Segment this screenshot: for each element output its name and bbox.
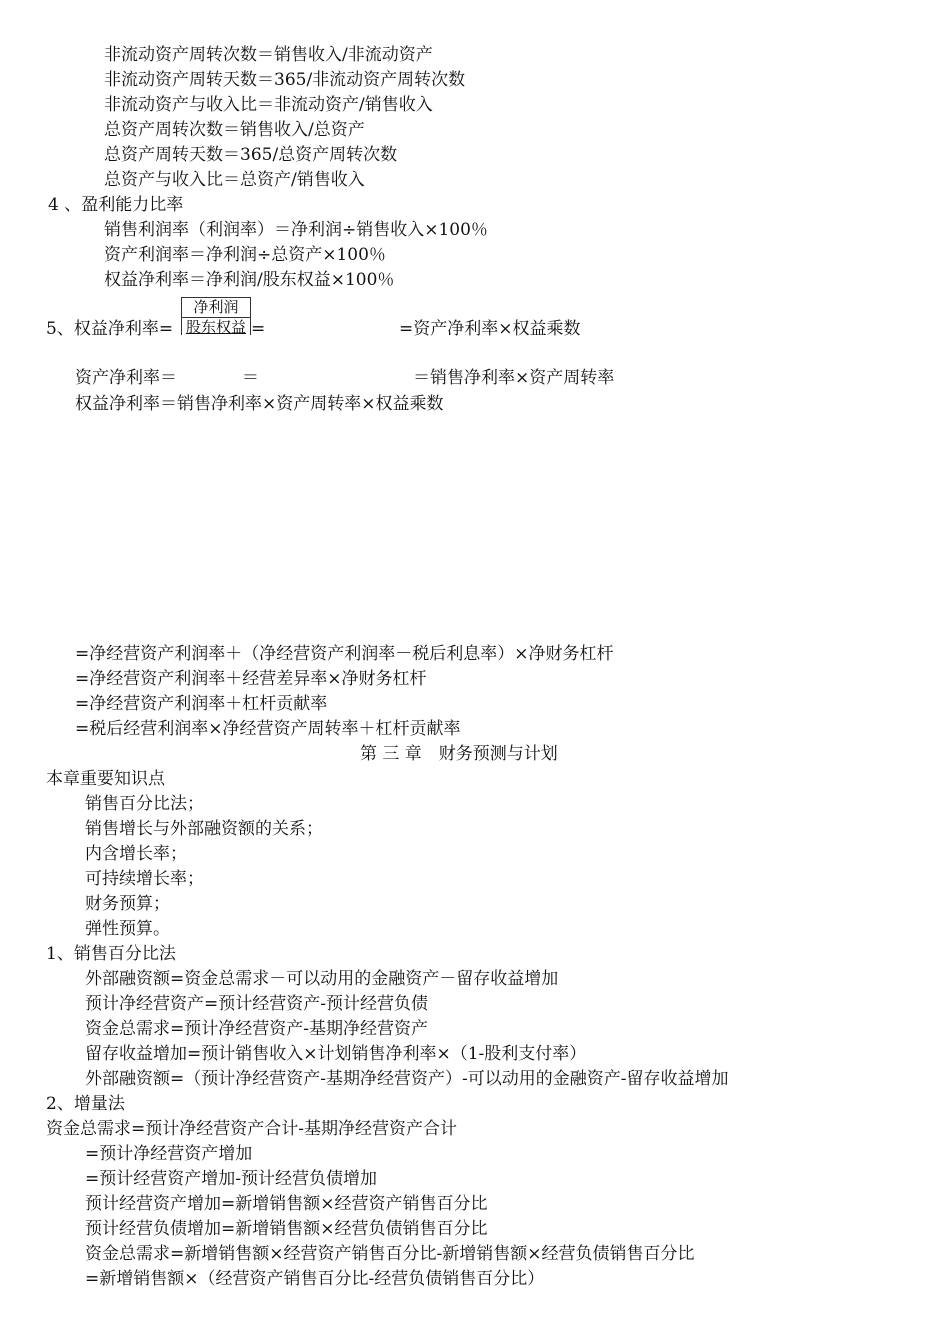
text-line: 非流动资产与收入比＝非流动资产/销售收入 bbox=[104, 95, 433, 115]
text-line: 预计经营资产增加=新增销售额×经营资产销售百分比 bbox=[85, 1194, 488, 1214]
formula-equals: = bbox=[251, 319, 266, 339]
formula-end: =资产净利率×权益乘数 bbox=[399, 319, 581, 339]
text-line: =净经营资产利润率＋（净经营资产利润率－税后利息率）×净财务杠杆 bbox=[75, 644, 614, 664]
text-line: 预计经营负债增加=新增销售额×经营负债销售百分比 bbox=[85, 1219, 488, 1239]
formula-start: 资产净利率＝ bbox=[75, 368, 177, 388]
list-item: 财务预算； bbox=[85, 894, 170, 914]
text-line: 资金总需求=预计净经营资产合计-基期净经营资产合计 bbox=[46, 1119, 457, 1139]
section-heading: 1、销售百分比法 bbox=[46, 944, 176, 964]
formula-start: 5、权益净利率= bbox=[46, 319, 174, 339]
list-item: 弹性预算。 bbox=[85, 919, 170, 939]
text-line: 资金总需求=预计净经营资产-基期净经营资产 bbox=[85, 1019, 428, 1039]
text-line: 本章重要知识点 bbox=[46, 769, 165, 789]
section-heading: 2、增量法 bbox=[46, 1094, 125, 1114]
text-line: 总资产周转次数＝销售收入/总资产 bbox=[104, 120, 365, 140]
list-item: 销售增长与外部融资额的关系； bbox=[85, 819, 323, 839]
text-line: =预计经营资产增加-预计经营负债增加 bbox=[85, 1169, 377, 1189]
text-line: 权益净利率＝销售净利率×资产周转率×权益乘数 bbox=[75, 394, 444, 414]
fraction-numerator: 净利润 bbox=[181, 297, 251, 318]
text-line: 非流动资产周转天数＝365/非流动资产周转次数 bbox=[104, 70, 466, 90]
text-line: 权益净利率＝净利润/股东权益×100％ bbox=[104, 270, 395, 290]
text-line: =新增销售额×（经营资产销售百分比-经营负债销售百分比） bbox=[85, 1269, 545, 1289]
text-line: 预计净经营资产=预计经营资产-预计经营负债 bbox=[85, 994, 428, 1014]
list-item: 可持续增长率； bbox=[85, 869, 204, 889]
section-heading: 4 、盈利能力比率 bbox=[48, 195, 184, 215]
chapter-title: 第 三 章 财务预测与计划 bbox=[360, 744, 558, 764]
text-line: 资产利润率＝净利润÷总资产×100％ bbox=[104, 245, 386, 265]
text-line: 留存收益增加=预计销售收入×计划销售净利率×（1-股利支付率） bbox=[85, 1044, 587, 1064]
formula-equals: ＝ bbox=[242, 368, 259, 388]
text-line: 销售利润率（利润率）＝净利润÷销售收入×100％ bbox=[104, 220, 488, 240]
text-line: =税后经营利润率×净经营资产周转率＋杠杆贡献率 bbox=[75, 719, 461, 739]
text-line: 外部融资额=资金总需求－可以动用的金融资产－留存收益增加 bbox=[85, 969, 559, 989]
text-line: 总资产与收入比＝总资产/销售收入 bbox=[104, 170, 365, 190]
text-line: 非流动资产周转次数＝销售收入/非流动资产 bbox=[104, 45, 433, 65]
text-line: =净经营资产利润率＋杠杆贡献率 bbox=[75, 694, 328, 714]
text-line: =预计净经营资产增加 bbox=[85, 1144, 253, 1164]
formula-end: ＝销售净利率×资产周转率 bbox=[413, 368, 615, 388]
list-item: 内含增长率； bbox=[85, 844, 187, 864]
fraction-denominator: 股东权益 bbox=[185, 318, 246, 336]
list-item: 销售百分比法； bbox=[85, 794, 204, 814]
text-line: 总资产周转天数＝365/总资产周转次数 bbox=[104, 145, 398, 165]
text-line: 资金总需求=新增销售额×经营资产销售百分比-新增销售额×经营负债销售百分比 bbox=[85, 1244, 695, 1264]
text-line: =净经营资产利润率＋经营差异率×净财务杠杆 bbox=[75, 669, 427, 689]
fraction-box bbox=[181, 297, 251, 337]
text-line: 外部融资额=（预计净经营资产-基期净经营资产）-可以动用的金融资产-留存收益增加 bbox=[85, 1069, 729, 1089]
